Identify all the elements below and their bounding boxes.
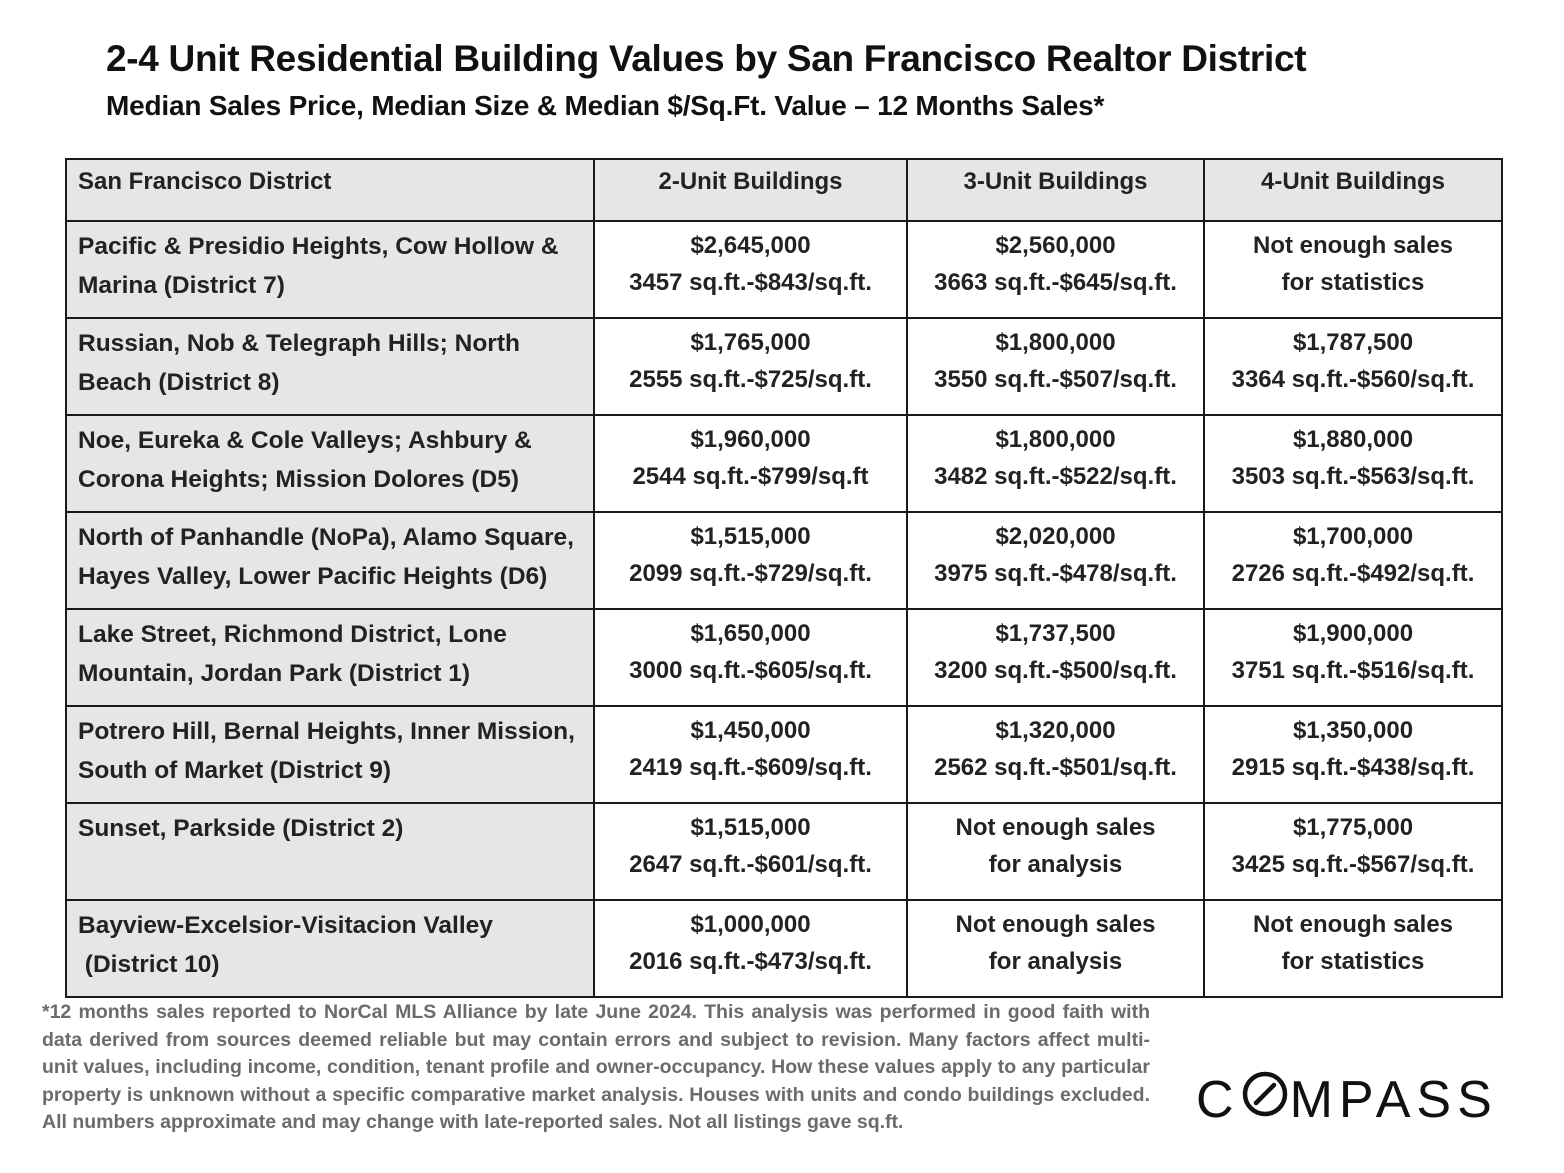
value-cell-2-unit [594, 221, 907, 318]
value-secondary-line: 2555 sq.ft.-$725/sq.ft. [629, 366, 872, 393]
value-secondary-line: 3975 sq.ft.-$478/sq.ft. [934, 560, 1177, 587]
value-secondary-line: 3503 sq.ft.-$563/sq.ft. [1231, 463, 1475, 490]
value-primary-line: $1,000,000 [690, 911, 811, 938]
table-row [66, 415, 1502, 512]
value-primary-line: $1,960,000 [690, 426, 811, 453]
value-primary-line: $1,515,000 [690, 523, 811, 550]
logo-letter-c: C [1196, 1071, 1240, 1129]
value-cell-2-unit [594, 900, 907, 997]
value-primary-line: $1,787,500 [1292, 329, 1414, 356]
value-secondary-line: 2562 sq.ft.-$501/sq.ft. [934, 754, 1177, 781]
page-subtitle: Median Sales Price, Median Size & Median $/Sq.Ft. Value – 12 Months Sales* [106, 90, 1105, 121]
compass-logo [1196, 1070, 1498, 1130]
value-primary-line: $1,450,000 [690, 717, 811, 744]
district-name-line: Marina (District 7) [78, 272, 285, 299]
value-secondary-line: 3000 sq.ft.-$605/sq.ft. [629, 657, 872, 684]
value-primary-line: $1,800,000 [995, 329, 1116, 356]
value-secondary-line: 3425 sq.ft.-$567/sq.ft. [1231, 851, 1475, 878]
value-secondary-line: 2419 sq.ft.-$609/sq.ft. [629, 754, 872, 781]
value-secondary-line: 2726 sq.ft.-$492/sq.ft. [1231, 560, 1475, 587]
table-row [66, 221, 1502, 318]
footnote: *12 months sales reported to NorCal MLS Alliance by late June 2024. This analysis was performed in good faith with data derived from sources deemed reliable but may contain errors and subject to revision. Many factors affect multi-unit values, including income, condition, tenant profile and owner-occupancy. How these values apply to any particular property is unknown without a specific comparative market analysis. Houses with units and condo buildings excluded. All numbers approximate and may change with late-reported sales. Not all listings gave sq.ft. [42, 1001, 1150, 1133]
value-secondary-line: 2544 sq.ft.-$799/sq.ft [632, 463, 869, 490]
table-body [66, 221, 1502, 997]
table-row [66, 706, 1502, 803]
value-cell-3-unit [907, 221, 1204, 318]
value-primary-line: $1,350,000 [1292, 717, 1414, 744]
value-primary-line: $2,020,000 [995, 523, 1116, 550]
value-cell-3-unit [907, 512, 1204, 609]
value-primary-line: $1,800,000 [995, 426, 1116, 453]
value-cell-3-unit [907, 706, 1204, 803]
value-secondary-line: 3200 sq.ft.-$500/sq.ft. [934, 657, 1177, 684]
district-name-line: Bayview-Excelsior-Visitacion Valley [78, 912, 493, 939]
district-name-cell [66, 706, 594, 803]
value-secondary-line: for analysis [988, 851, 1123, 878]
district-name-line: North of Panhandle (NoPa), Alamo Square, [78, 524, 574, 551]
district-name-line: Mountain, Jordan Park (District 1) [78, 660, 471, 687]
value-primary-line: $1,700,000 [1292, 523, 1414, 550]
table-row [66, 803, 1502, 900]
value-cell-3-unit [907, 415, 1204, 512]
value-primary-line: Not enough sales [955, 814, 1156, 841]
district-name-cell [66, 803, 594, 900]
value-secondary-line: for analysis [988, 948, 1123, 975]
value-cell-2-unit [594, 609, 907, 706]
district-name-line: (District 10) [78, 951, 220, 978]
value-cell-3-unit [907, 803, 1204, 900]
value-secondary-line: 3663 sq.ft.-$645/sq.ft. [934, 269, 1177, 296]
page-title: 2-4 Unit Residential Building Values by San Francisco Realtor District [106, 38, 1307, 79]
value-secondary-line: for statistics [1281, 269, 1425, 296]
value-primary-line: $1,515,000 [690, 814, 811, 841]
table-row [66, 318, 1502, 415]
value-primary-line: Not enough sales [1252, 911, 1454, 938]
column-header-3-unit: 3-Unit Buildings [907, 159, 1204, 221]
column-header-2-unit: 2-Unit Buildings [594, 159, 907, 221]
value-cell-3-unit [907, 900, 1204, 997]
value-secondary-line: 2099 sq.ft.-$729/sq.ft. [629, 560, 872, 587]
value-cell-4-unit [1204, 221, 1502, 318]
value-primary-line: $1,775,000 [1292, 814, 1414, 841]
table-row [66, 900, 1502, 997]
table-row [66, 512, 1502, 609]
value-primary-line: Not enough sales [1252, 232, 1454, 259]
value-primary-line: $2,645,000 [690, 232, 811, 259]
value-primary-line: $1,880,000 [1292, 426, 1414, 453]
district-name-cell [66, 512, 594, 609]
district-name-cell [66, 221, 594, 318]
district-name-cell [66, 318, 594, 415]
value-primary-line: $1,737,500 [995, 620, 1116, 647]
value-secondary-line: 3550 sq.ft.-$507/sq.ft. [934, 366, 1177, 393]
compass-logo-icon [1240, 1069, 1290, 1132]
value-secondary-line: 3482 sq.ft.-$522/sq.ft. [934, 463, 1177, 490]
table-header-row [66, 159, 1502, 221]
value-secondary-line: 3364 sq.ft.-$560/sq.ft. [1231, 366, 1475, 393]
value-cell-3-unit [907, 318, 1204, 415]
value-cell-2-unit [594, 318, 907, 415]
district-name-line: Pacific & Presidio Heights, Cow Hollow & [78, 233, 559, 260]
district-name-cell [66, 900, 594, 997]
value-cell-4-unit [1204, 900, 1502, 997]
value-cell-2-unit [594, 803, 907, 900]
value-primary-line: $1,900,000 [1292, 620, 1414, 647]
value-cell-4-unit [1204, 318, 1502, 415]
value-cell-4-unit [1204, 512, 1502, 609]
value-primary-line: $1,765,000 [690, 329, 811, 356]
district-name-line: Russian, Nob & Telegraph Hills; North [78, 330, 520, 357]
district-name-cell [66, 609, 594, 706]
value-cell-4-unit [1204, 415, 1502, 512]
value-secondary-line: 3457 sq.ft.-$843/sq.ft. [629, 269, 872, 296]
district-name-line: Potrero Hill, Bernal Heights, Inner Mission, [78, 718, 575, 745]
value-secondary-line: 2647 sq.ft.-$601/sq.ft. [629, 851, 872, 878]
district-name-cell [66, 415, 594, 512]
value-secondary-line: for statistics [1281, 948, 1425, 975]
district-name-line: Sunset, Parkside (District 2) [78, 815, 404, 842]
district-values-table [65, 158, 1503, 998]
district-name-line: Noe, Eureka & Cole Valleys; Ashbury & [78, 427, 532, 454]
column-header-4-unit: 4-Unit Buildings [1204, 159, 1502, 221]
value-secondary-line: 2016 sq.ft.-$473/sq.ft. [629, 948, 872, 975]
column-header-district: San Francisco District [66, 159, 594, 221]
value-cell-3-unit [907, 609, 1204, 706]
district-name-line: South of Market (District 9) [78, 757, 392, 784]
value-cell-4-unit [1204, 609, 1502, 706]
value-cell-2-unit [594, 512, 907, 609]
logo-letters-rest: MPASS [1289, 1071, 1498, 1129]
district-name-line: Hayes Valley, Lower Pacific Heights (D6) [78, 563, 548, 590]
value-primary-line: $2,560,000 [995, 232, 1116, 259]
value-secondary-line: 3751 sq.ft.-$516/sq.ft. [1231, 657, 1475, 684]
district-name-line: Lake Street, Richmond District, Lone [78, 621, 507, 648]
value-cell-2-unit [594, 706, 907, 803]
value-primary-line: $1,320,000 [995, 717, 1116, 744]
value-cell-4-unit [1204, 803, 1502, 900]
value-secondary-line: 2915 sq.ft.-$438/sq.ft. [1231, 754, 1475, 781]
district-name-line: Corona Heights; Mission Dolores (D5) [78, 466, 520, 493]
district-name-line: Beach (District 8) [78, 369, 280, 396]
value-primary-line: Not enough sales [955, 911, 1156, 938]
value-cell-4-unit [1204, 706, 1502, 803]
value-primary-line: $1,650,000 [690, 620, 811, 647]
value-cell-2-unit [594, 415, 907, 512]
table-row [66, 609, 1502, 706]
